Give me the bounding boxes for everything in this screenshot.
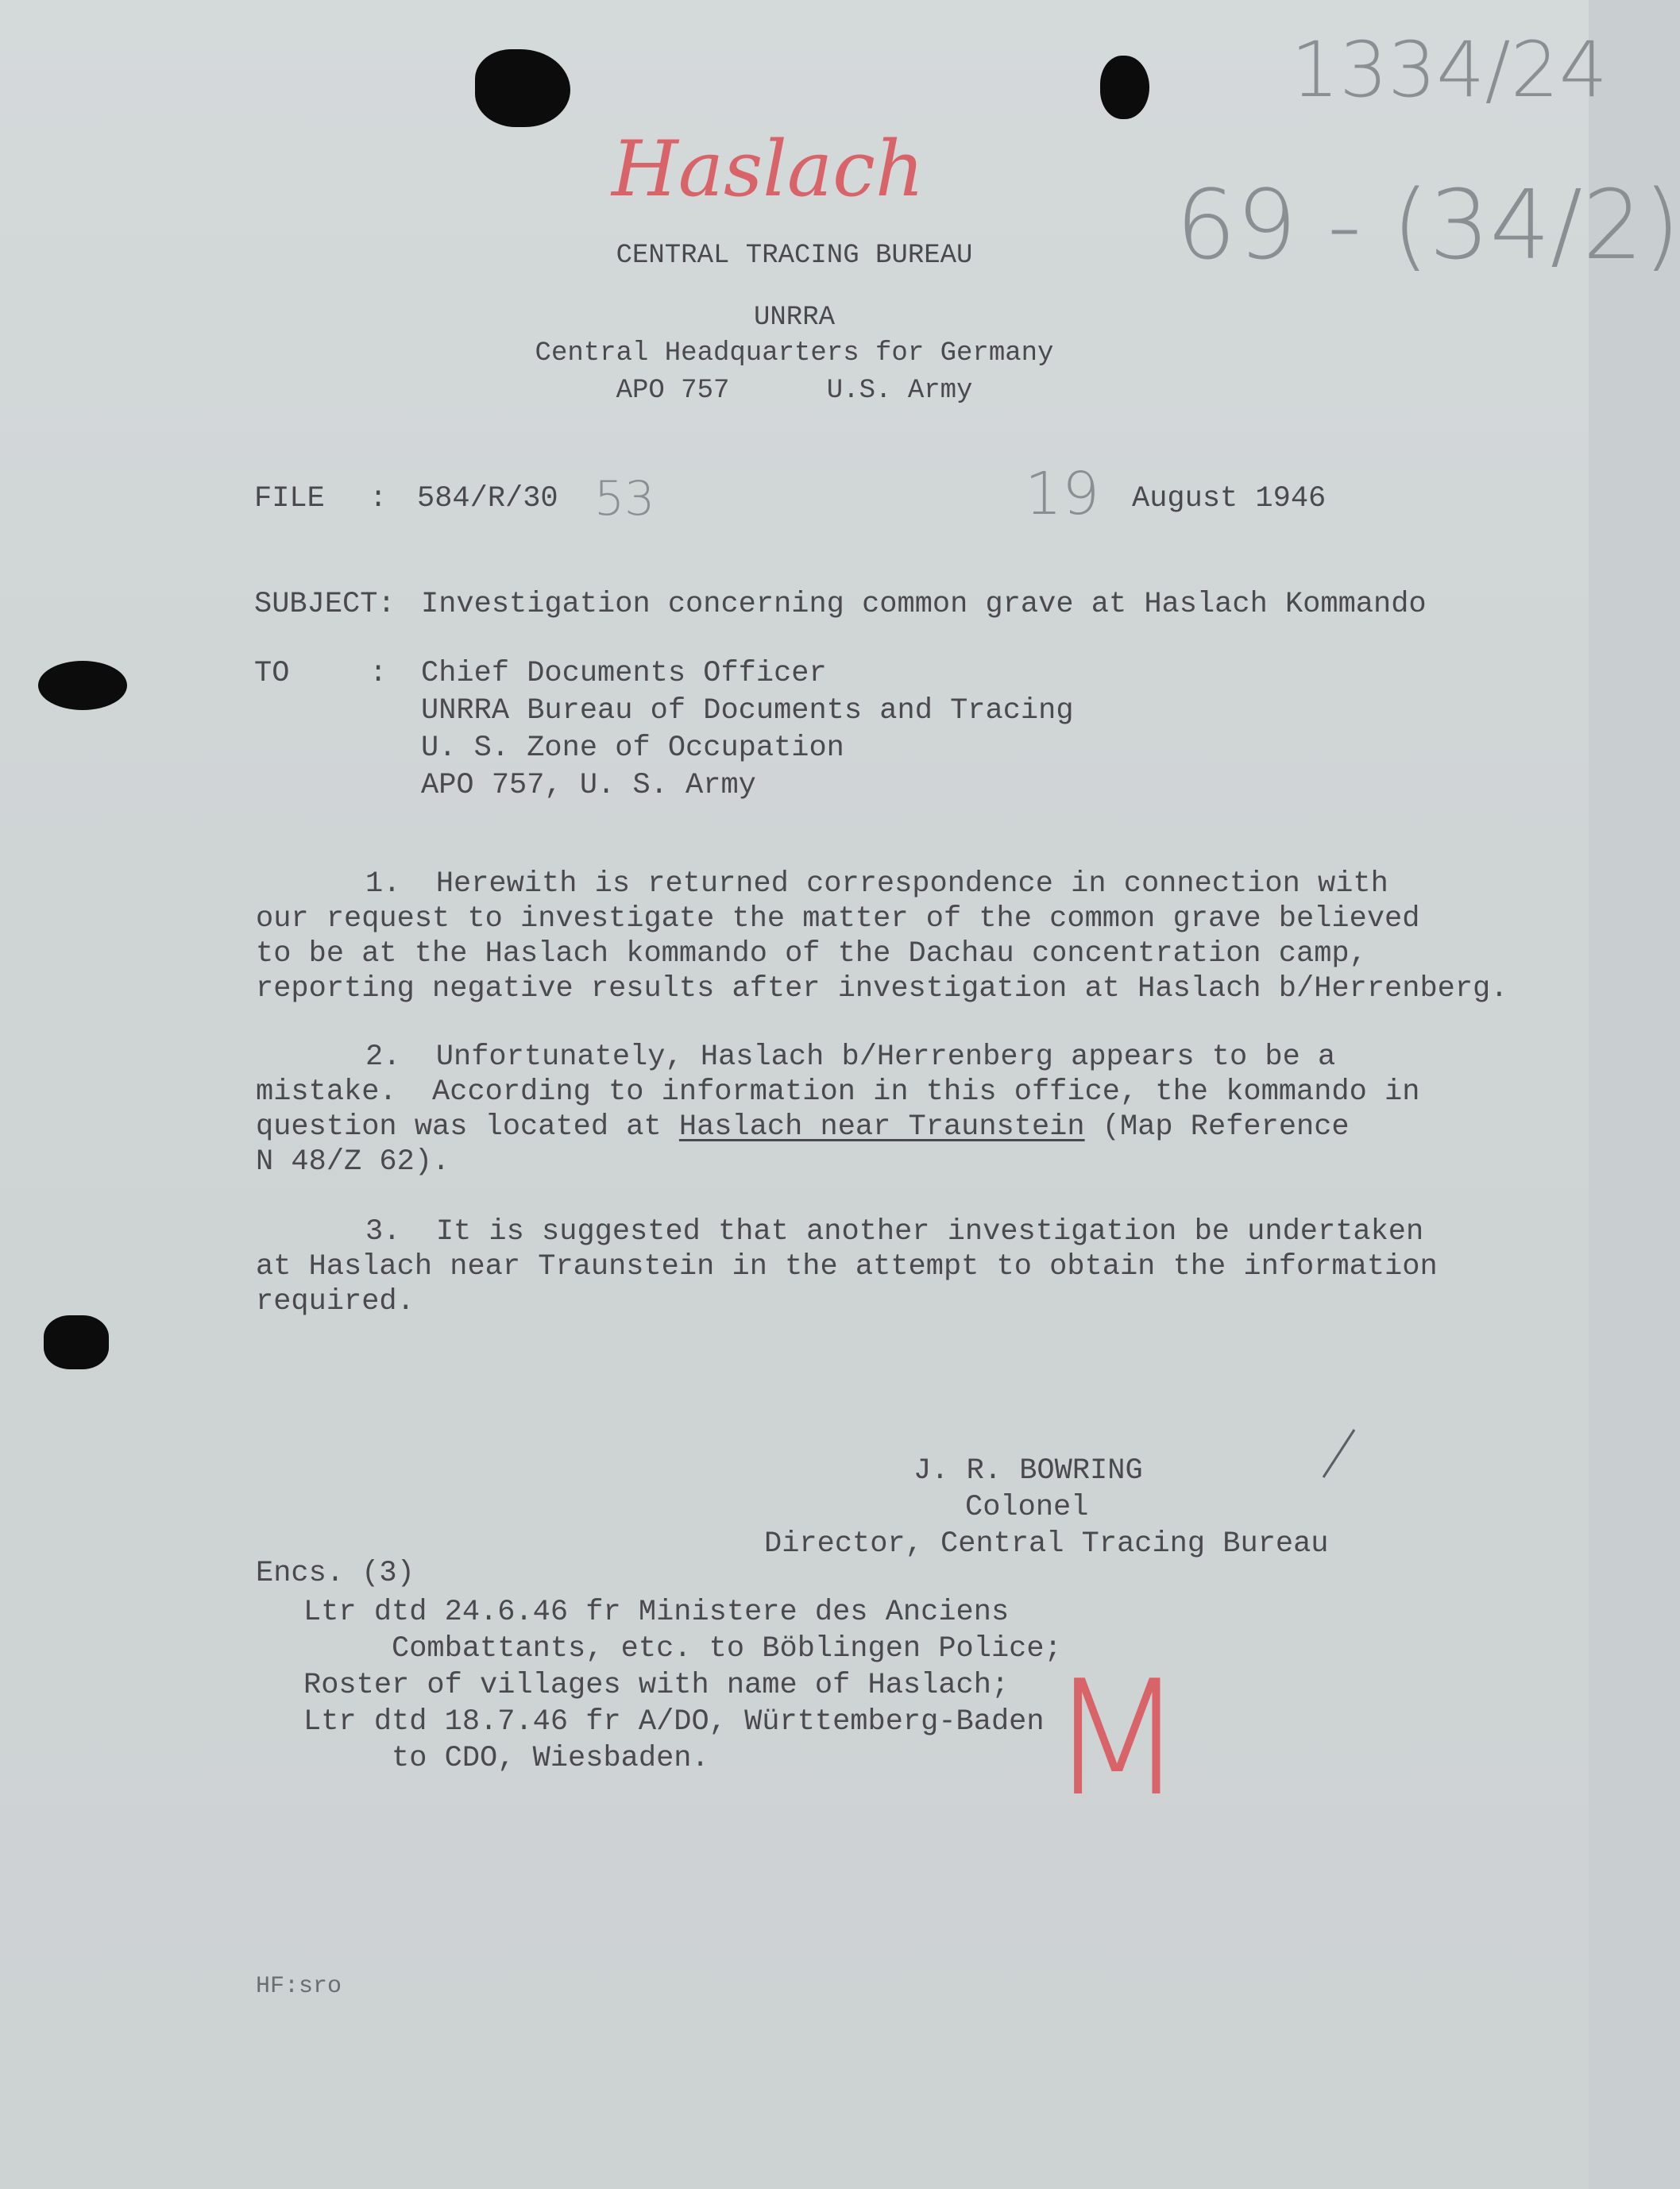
- subject-value: Investigation concerning common grave at Haslach Kommando: [421, 588, 1427, 621]
- typist-initials: HF:sro: [256, 1973, 342, 2000]
- paragraph-3-line: at Haslach near Traunstein in the attempt to obtain the information: [256, 1250, 1438, 1284]
- paragraph-2-line: 2. Unfortunately, Haslach b/Herrenberg appears to be a: [365, 1040, 1336, 1074]
- paragraph-1-line: 1. Herewith is returned correspondence in connection with: [365, 867, 1388, 901]
- file-label: FILE: [254, 482, 325, 515]
- punch-hole: [44, 1315, 109, 1369]
- enclosure-line: Ltr dtd 18.7.46 fr A/DO, Württemberg-Baden: [303, 1705, 1045, 1739]
- underlined-location: Haslach near Traunstein: [678, 1110, 1085, 1144]
- enclosure-line: Combattants, etc. to Böblingen Police;: [303, 1632, 1062, 1666]
- enclosure-line: Ltr dtd 24.6.46 fr Ministere des Anciens: [303, 1596, 1010, 1629]
- handwritten-file-number: 1334/24: [1291, 25, 1608, 114]
- paragraph-3-line: required.: [256, 1285, 415, 1318]
- subject-label: SUBJECT:: [254, 588, 396, 621]
- paragraph-2-text: (Map Reference: [1084, 1110, 1350, 1144]
- pencil-tick-mark: [1319, 1426, 1358, 1481]
- header-unrra: UNRRA: [753, 303, 836, 333]
- signature-name: J. R. BOWRING: [913, 1454, 1143, 1488]
- enclosures-label: Encs. (3): [256, 1557, 415, 1590]
- date-handwritten: 19: [1025, 460, 1100, 528]
- paragraph-1-line: reporting negative results after investigation at Haslach b/Herrenberg.: [256, 972, 1508, 1006]
- to-label: TO: [254, 657, 290, 690]
- paragraph-3-line: 3. It is suggested that another investigation be undertaken: [365, 1215, 1424, 1249]
- signature-rank: Colonel: [965, 1491, 1089, 1524]
- header-bureau: CENTRAL TRACING BUREAU: [616, 241, 973, 271]
- file-colon: :: [369, 482, 388, 515]
- to-colon: :: [369, 657, 388, 690]
- to-line: U. S. Zone of Occupation: [421, 732, 844, 765]
- header-hq: Central Headquarters for Germany: [535, 338, 1054, 369]
- paragraph-2-line: [256, 1110, 1350, 1144]
- to-line: UNRRA Bureau of Documents and Tracing: [421, 694, 1074, 728]
- punch-hole: [475, 49, 570, 127]
- handwritten-secondary-number: 69 - (34/2): [1176, 171, 1680, 281]
- punch-hole: [38, 661, 127, 710]
- date-typed: August 1946: [1132, 482, 1327, 515]
- enclosure-line: Roster of villages with name of Haslach;: [303, 1669, 1010, 1702]
- red-mark: M: [1049, 1647, 1186, 1832]
- paragraph-2-line: mistake. According to information in this office, the kommando in: [256, 1075, 1420, 1109]
- to-line: APO 757, U. S. Army: [421, 769, 756, 802]
- punch-hole: [1100, 56, 1149, 119]
- paragraph-2-text: question was located at: [256, 1110, 679, 1144]
- header-apo: APO 757 U.S. Army: [616, 376, 973, 406]
- paragraph-1-line: our request to investigate the matter of the common grave believed: [256, 902, 1420, 936]
- file-value: 584/R/30: [417, 482, 558, 515]
- signature-title: Director, Central Tracing Bureau: [764, 1527, 1329, 1561]
- enclosure-line: to CDO, Wiesbaden.: [303, 1742, 709, 1775]
- handwritten-haslach: Haslach: [612, 125, 925, 214]
- file-handwritten: 53: [594, 471, 655, 527]
- to-line: Chief Documents Officer: [421, 657, 827, 690]
- paragraph-1-line: to be at the Haslach kommando of the Dachau concentration camp,: [256, 937, 1367, 971]
- paragraph-2-line: N 48/Z 62).: [256, 1145, 450, 1179]
